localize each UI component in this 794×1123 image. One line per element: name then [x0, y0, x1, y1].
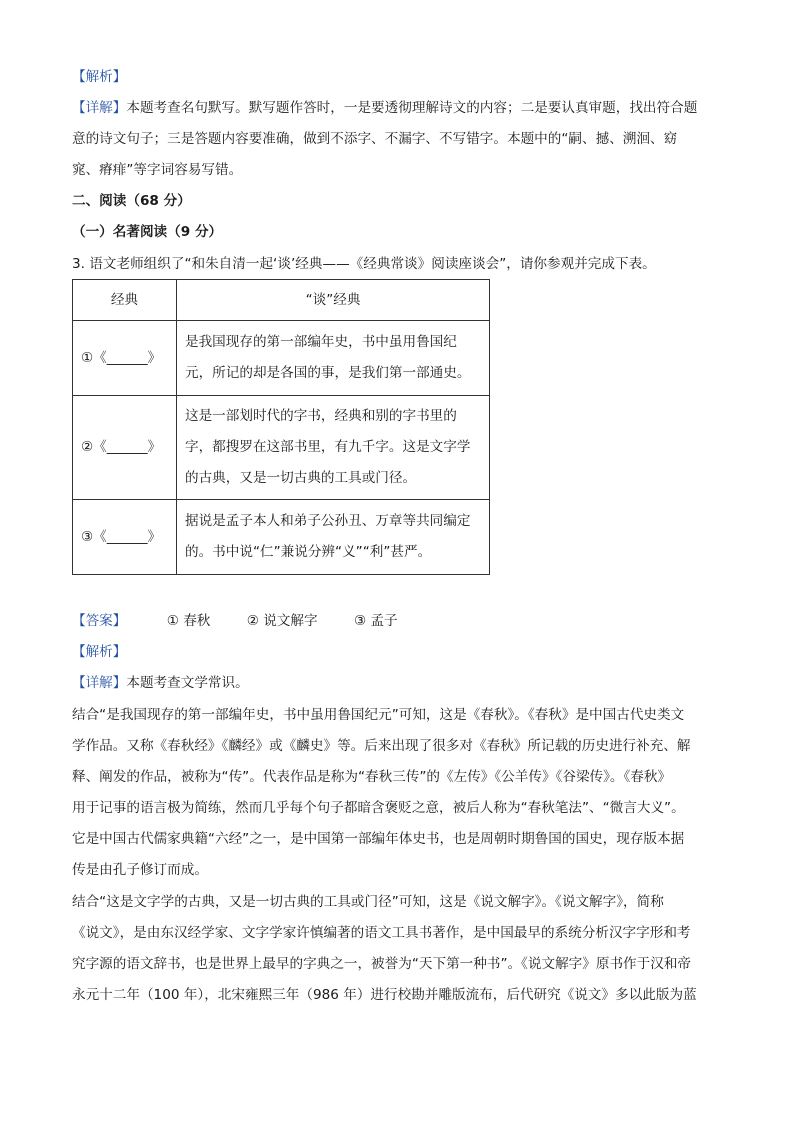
- detail-tag: 【详解】: [72, 100, 127, 116]
- analysis-tag: 【解析】: [72, 69, 127, 85]
- analysis-line-3: 窕、瘠痱”等字词容易写错。: [72, 162, 243, 178]
- answer-item-2: ② 说文解字: [246, 613, 318, 629]
- question-text: 3. 语文老师组织了“和朱自清一起‘谈’经典——《经典常谈》阅读座谈会”，请你参观并完成下表。: [72, 256, 656, 272]
- table-blank-1: ①《______》: [73, 321, 177, 396]
- analysis-line-1: [72, 98, 697, 118]
- answer-tag: 【答案】: [72, 613, 127, 629]
- table-header-talk: “谈”经典: [177, 280, 490, 321]
- table-desc-2: [177, 396, 490, 500]
- analysis2-line: 结合“这是文字学的古典，又是一切古典的工具或门径”可知，这是《说文解字》。《说文解字》，简称: [72, 894, 664, 910]
- table-row: [73, 396, 490, 500]
- table-desc-line: 是我国现存的第一部编年史，书中虽用鲁国纪: [185, 334, 457, 350]
- section-subtitle: （一）名著阅读（9 分）: [72, 224, 223, 240]
- analysis2-line: 传是由孔子修订而成。: [72, 862, 208, 878]
- analysis2-line: 用于记事的语言极为简练，然而几乎每个句子都暗含褒贬之意，被后人称为“春秋笔法”、“微言大义”。: [72, 800, 685, 816]
- analysis2-line: 《说文》，是由东汉经学家、文字学家许慎编著的语文工具书著作，是中国最早的系统分析汉字字形和考: [72, 925, 691, 941]
- analysis2-line: 究字源的语文辞书，也是世界上最早的字典之一，被誉为“天下第一种书”。《说文解字》原书作于汉和帝: [72, 956, 692, 972]
- table-row: [73, 500, 490, 575]
- table-desc-line: 据说是孟子本人和弟子公孙丑、万章等共同编定: [185, 513, 471, 529]
- table-desc-line: 这是一部划时代的字书，经典和别的字书里的: [185, 408, 457, 424]
- table-blank-3: ③《______》: [73, 500, 177, 575]
- table-blank-2: ②《______》: [73, 396, 177, 500]
- reading-table: [72, 279, 490, 575]
- table-row: [73, 321, 490, 396]
- table-header-classic: 经典: [73, 280, 177, 321]
- answer-line: [72, 611, 398, 631]
- analysis2-line: 学作品。又称《春秋经》《麟经》或《麟史》等。后来出现了很多对《春秋》所记载的历史进行补充、解: [72, 738, 691, 754]
- analysis2-line: 它是中国古代儒家典籍“六经”之一，是中国第一部编年体史书，也是周朝时期鲁国的国史，现存版本据: [72, 831, 685, 847]
- table-desc-line: 的古典，又是一切古典的工具或门径。: [185, 470, 417, 486]
- analysis-tag-2: 【解析】: [72, 644, 127, 660]
- answer-item-1: ① 春秋: [166, 613, 211, 629]
- analysis2-line: 永元十二年（100 年），北宋雍熙三年（986 年）进行校勘并雕版流布，后代研究《说文》多以此版为蓝: [72, 987, 697, 1003]
- detail-text: 本题考查文学常识。: [126, 675, 249, 691]
- table-desc-line: 的。书中说“仁”兼说分辨“义”“利”甚严。: [185, 544, 432, 560]
- table-desc-1: [177, 321, 490, 396]
- table-desc-3: [177, 500, 490, 575]
- analysis2-line: 结合“是我国现存的第一部编年史，书中虽用鲁国纪元”可知，这是《春秋》。《春秋》是中国古代史类文: [72, 707, 685, 723]
- answer-item-3: ③ 孟子: [353, 613, 398, 629]
- table-desc-line: 字，都搜罗在这部书里，有九千字。这是文字学: [185, 439, 471, 455]
- analysis-text: 本题考查名句默写。默写题作答时，一是要透彻理解诗文的内容；二是要认真审题，找出符合题: [126, 100, 698, 116]
- detail-line: [72, 673, 249, 693]
- table-desc-line: 元，所记的却是各国的事，是我们第一部通史。: [185, 365, 471, 381]
- section-title: 二、阅读（68 分）: [72, 193, 191, 209]
- analysis-line-2: 意的诗文句子；三是答题内容要准确，做到不添字、不漏字、不写错字。本题中的“嗣、撼、溯洄、窈: [72, 131, 678, 147]
- analysis2-line: 释、阐发的作品，被称为“传”。代表作品是称为“春秋三传”的《左传》《公羊传》《谷梁传》。《春秋》: [72, 769, 672, 785]
- table-header-row: [73, 280, 490, 321]
- detail-tag-2: 【详解】: [72, 675, 127, 691]
